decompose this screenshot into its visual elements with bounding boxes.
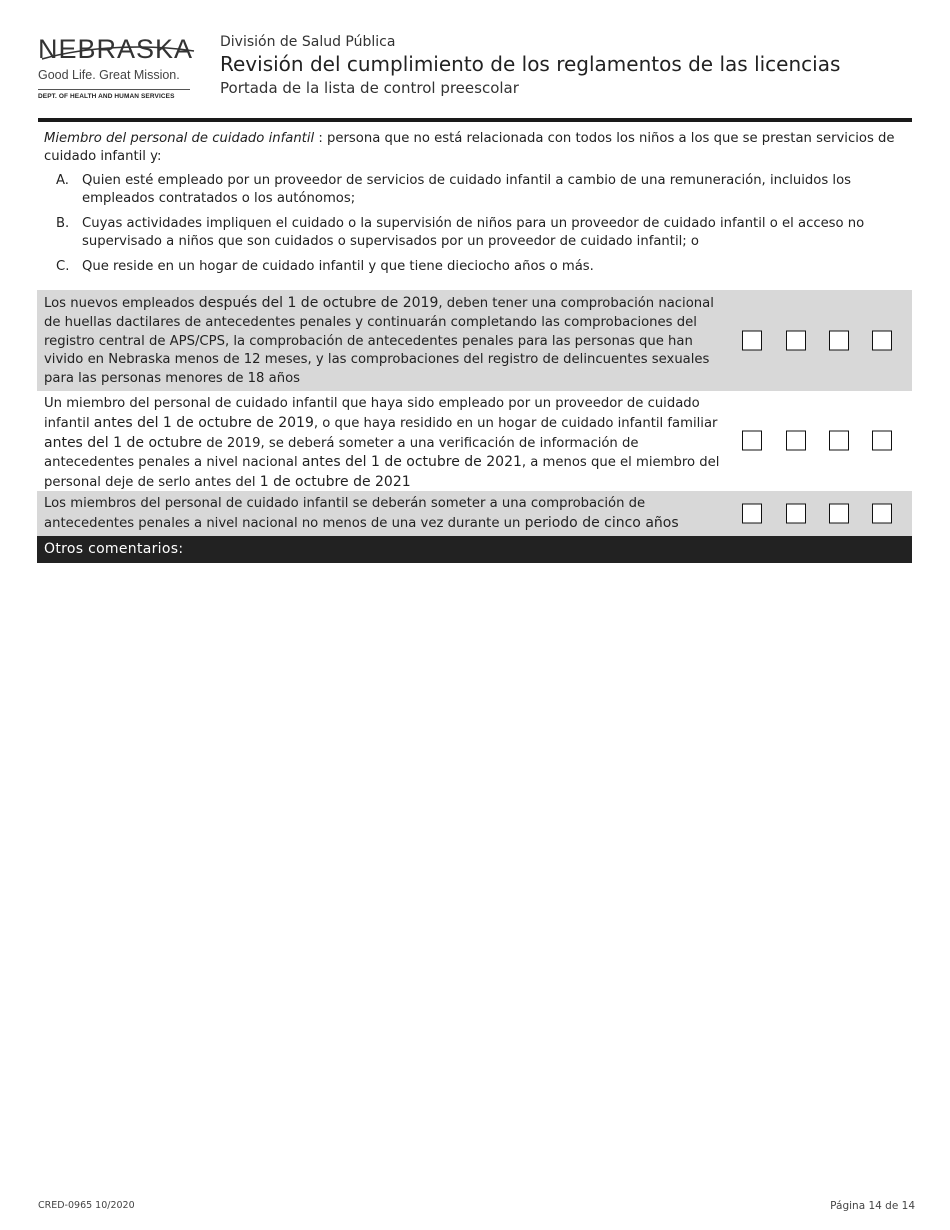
form-id: CRED-0965 10/2020 xyxy=(38,1200,135,1211)
division-name: División de Salud Pública xyxy=(220,34,396,50)
checkbox-2[interactable] xyxy=(786,503,806,523)
item-text: Quien esté empleado por un proveedor de servicios de cuidado infantil a cambio de una remuneración, incluidos los empleados contratados o los autónomos; xyxy=(82,173,852,206)
checkbox-2[interactable] xyxy=(786,330,806,350)
item-letter: C. xyxy=(56,259,70,274)
checkbox-1[interactable] xyxy=(742,503,762,523)
header-titles xyxy=(220,33,840,99)
definition-intro-text: : persona que no está relacionada con todos los niños a los que se prestan servicios de cuidado infantil y: xyxy=(44,131,895,164)
text-segment: Los miembros del personal de cuidado infantil se deberán someter a una comprobación de antecedentes penales a nivel nacional no menos de una vez durante un xyxy=(44,496,646,531)
header-divider xyxy=(38,118,912,122)
item-text: Que reside en un hogar de cuidado infantil y que tiene dieciocho años o más. xyxy=(82,259,594,274)
definition-term: Miembro del personal de cuidado infantil xyxy=(44,131,315,146)
logo-divider xyxy=(38,89,190,90)
item-letter: A. xyxy=(56,173,69,188)
nebraska-dhhs-logo xyxy=(38,32,198,108)
date-emphasis: después del 1 de octubre de 2019 xyxy=(198,295,439,311)
page-subtitle: Portada de la lista de control preescolar xyxy=(220,79,519,97)
requirement-row-existing-staff xyxy=(37,391,912,491)
date-emphasis: 1 de octubre de 2021 xyxy=(259,474,411,491)
checkbox-2[interactable] xyxy=(786,431,806,451)
definition-intro xyxy=(44,130,910,166)
requirements-table xyxy=(37,290,912,563)
requirement-text xyxy=(44,495,724,534)
checkbox-group xyxy=(742,431,904,452)
staff-definition xyxy=(44,130,910,283)
date-emphasis: antes del 1 de octubre de 2019 xyxy=(93,414,314,431)
checkbox-3[interactable] xyxy=(829,431,849,451)
definition-item-b xyxy=(44,215,910,251)
page-number: Página 14 de 14 xyxy=(830,1200,915,1212)
requirement-text xyxy=(44,395,724,493)
page-title: Revisión del cumplimiento de los reglamentos de las licencias xyxy=(220,52,841,76)
text-segment: de 2019, se deberá someter a una verificación de información de antecedentes penales a nivel nacional xyxy=(44,435,639,471)
requirement-row-five-year-check xyxy=(37,491,912,536)
checkbox-group xyxy=(742,330,904,351)
logo-tagline: Good Life. Great Mission. xyxy=(38,68,180,82)
logo-name: NEBRASKA xyxy=(38,34,194,64)
other-comments-header: Otros comentarios: xyxy=(37,536,912,563)
text-segment: , o que haya residido en un hogar de cuidado infantil familiar xyxy=(313,415,718,431)
date-emphasis: antes del 1 de octubre de 2021 xyxy=(301,454,522,471)
checkbox-1[interactable] xyxy=(742,330,762,350)
checkbox-4[interactable] xyxy=(872,431,892,451)
checkbox-3[interactable] xyxy=(829,330,849,350)
item-letter: B. xyxy=(56,216,70,231)
checkbox-1[interactable] xyxy=(742,431,762,451)
text-segment: Los nuevos empleados xyxy=(44,296,199,311)
requirement-text xyxy=(44,294,724,389)
text-segment: , deben tener una comprobación nacional de huellas dactilares de antecedentes penales y continuarán completando las comprobaciones del registro central de APS/CPS, la comprobación de antecedentes penales para las personas que han vivido en Nebraska menos de 12 meses, y las comprobaciones del registro de delincuentes sexuales para las personas menores de 18 años xyxy=(44,296,714,387)
item-text: Cuyas actividades impliquen el cuidado o la supervisión de niños para un proveedor de cuidado infantil o el acceso no supervisado a niños que son cuidados o supervisados por un proveedor de cuidado infantil; o xyxy=(82,216,865,249)
swoosh-icon xyxy=(38,42,198,62)
checkbox-3[interactable] xyxy=(829,503,849,523)
text-segment: Un miembro del personal de cuidado infantil que haya sido empleado por un proveedor de cuidado infantil xyxy=(44,396,700,431)
checkbox-4[interactable] xyxy=(872,330,892,350)
period-emphasis: periodo de cinco años xyxy=(524,514,679,531)
checkbox-group xyxy=(742,503,904,524)
logo-department: DEPT. OF HEALTH AND HUMAN SERVICES xyxy=(38,93,175,100)
requirement-row-new-employees xyxy=(37,290,912,391)
text-segment: , a menos que el miembro del personal deje de serlo antes del xyxy=(44,455,720,491)
document-header xyxy=(38,30,912,120)
checkbox-4[interactable] xyxy=(872,503,892,523)
definition-item-c xyxy=(44,258,910,276)
date-emphasis: antes del 1 de octubre xyxy=(44,434,203,451)
definition-item-a xyxy=(44,172,910,208)
